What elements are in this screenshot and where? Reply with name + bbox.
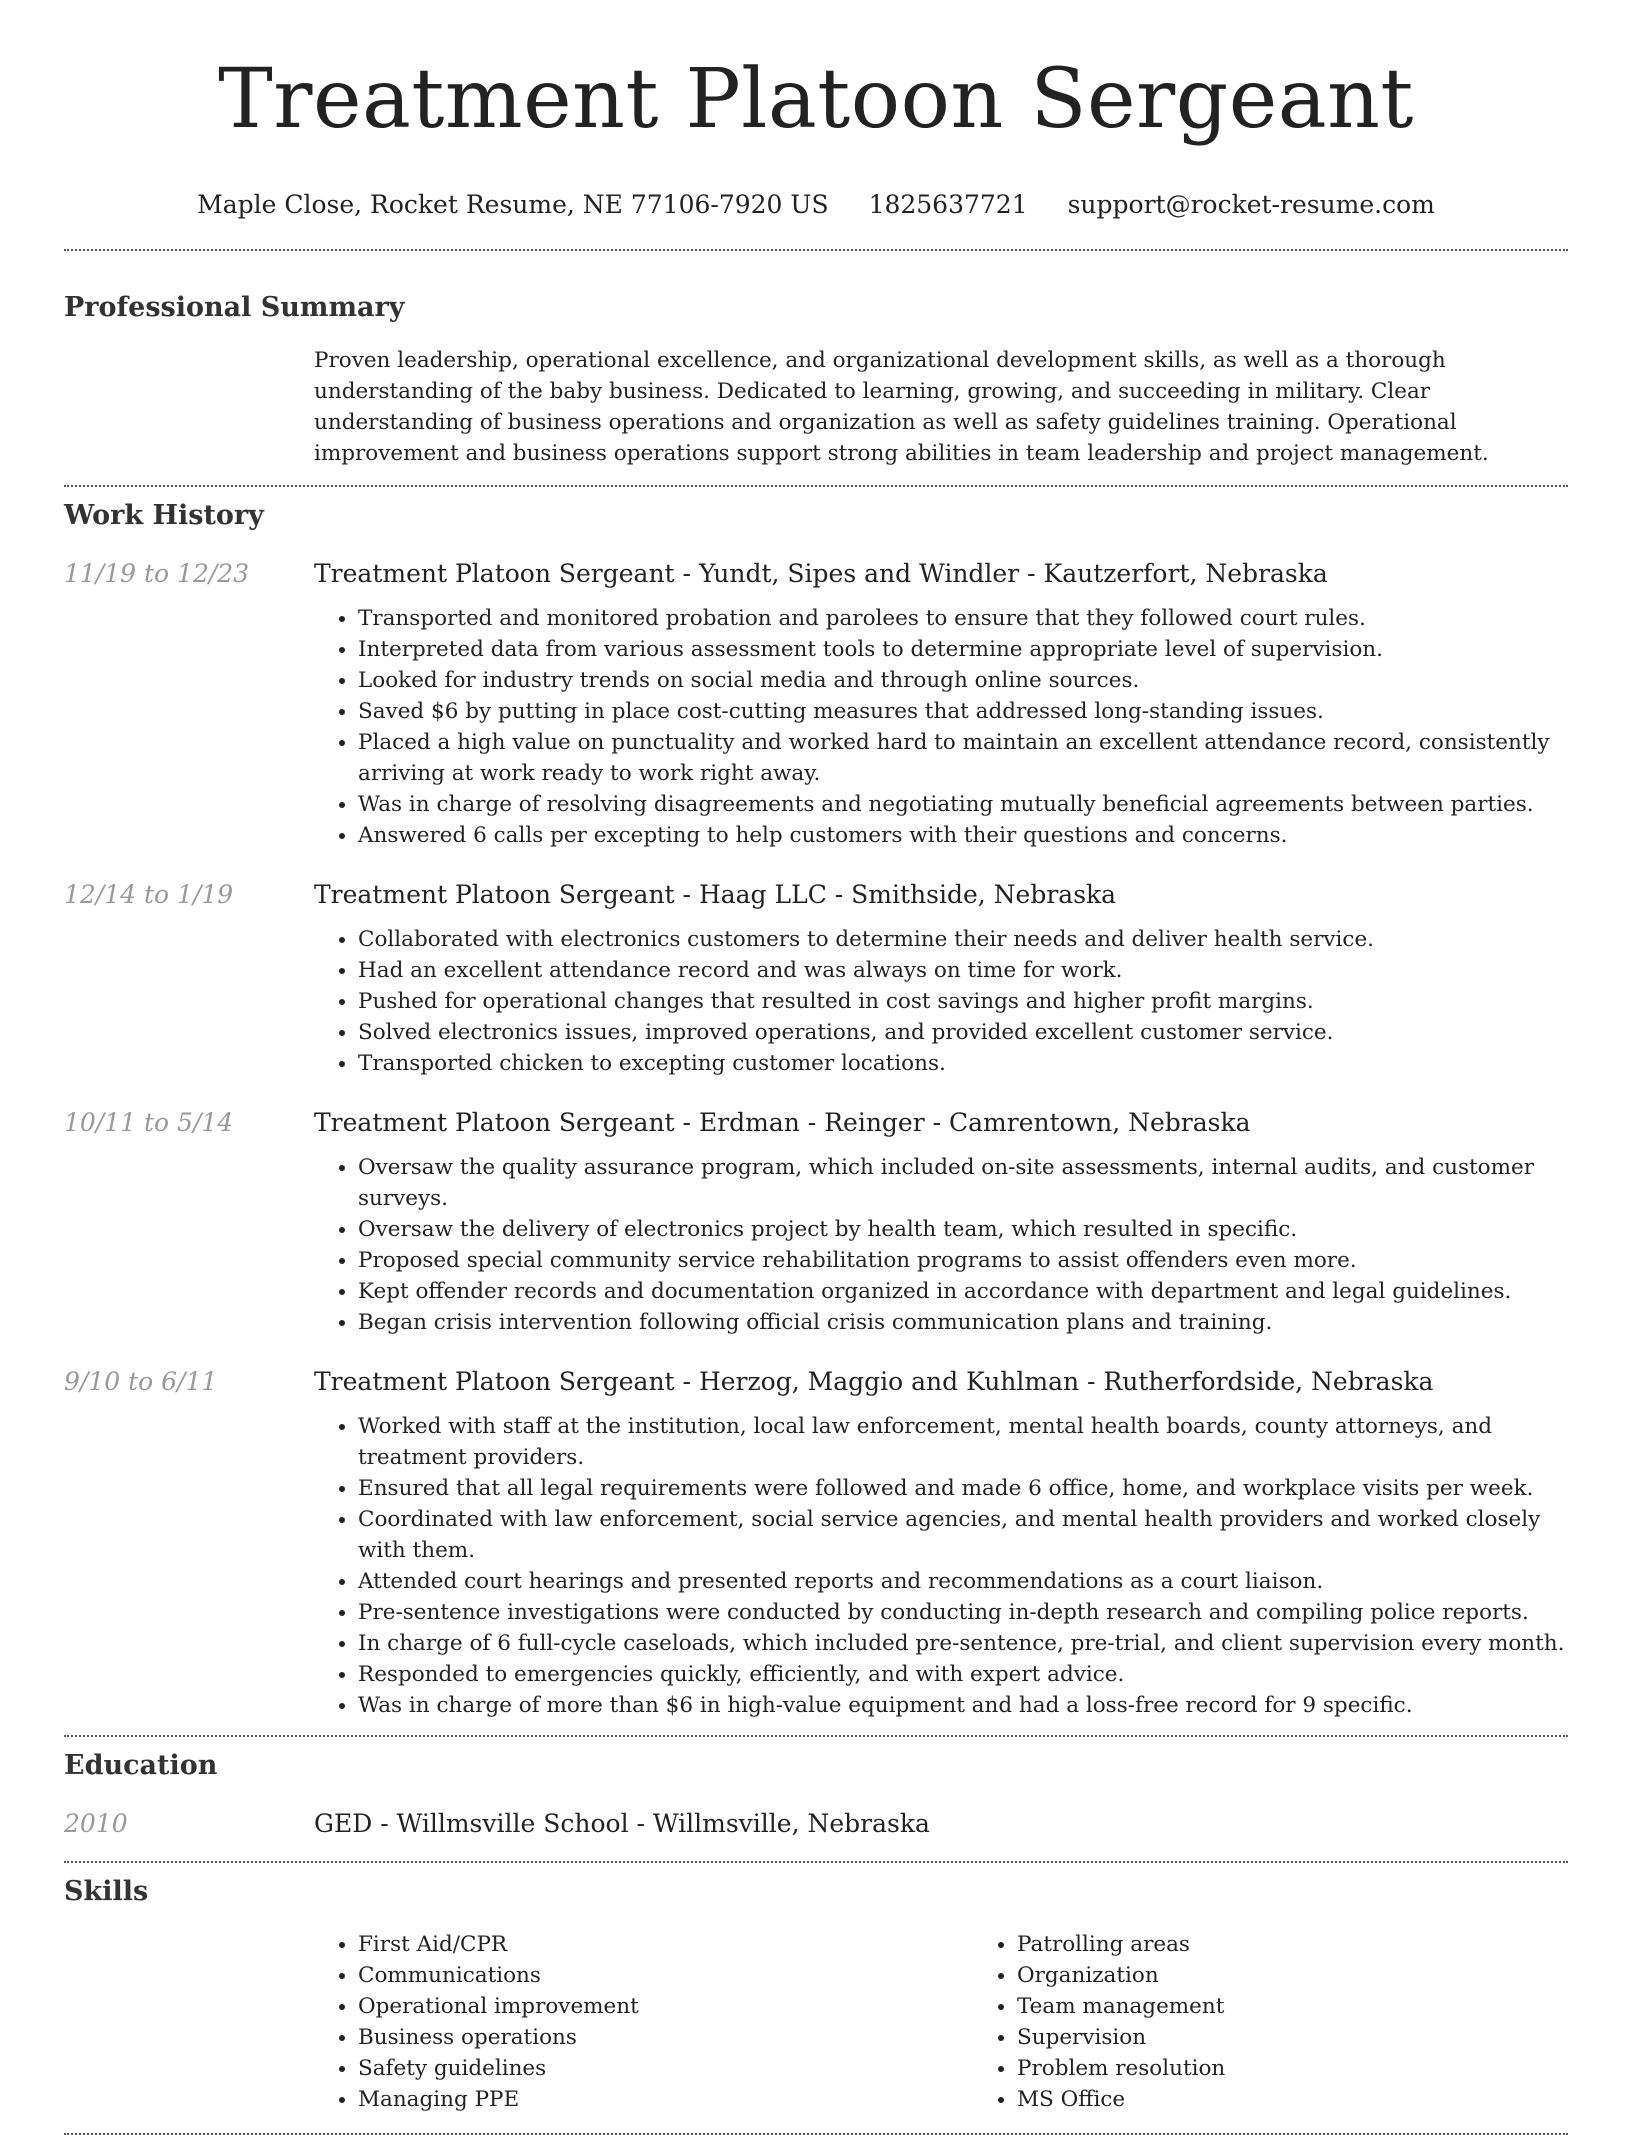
skill-item: • Safety guidelines: [358, 2053, 973, 2084]
job-bullet: • Transported chicken to excepting customer locations.: [358, 1048, 1568, 1079]
resume-name: Treatment Platoon Sergeant: [218, 52, 1414, 147]
work-history-section: [64, 499, 1568, 1721]
education-date: 2010: [64, 1809, 128, 1838]
job-bullet: • Proposed special community service rehabilitation programs to assist offenders even more.: [358, 1245, 1568, 1276]
job-bullet: • Pre-sentence investigations were conducted by conducting in-depth research and compiling police reports.: [358, 1597, 1568, 1628]
skill-item: • Team management: [1017, 1991, 1632, 2022]
job-bullet: • Responded to emergencies quickly, efficiently, and with expert advice.: [358, 1659, 1568, 1690]
skill-item: • Managing PPE: [358, 2084, 973, 2115]
job-dates: 11/19 to 12/23: [64, 559, 250, 588]
contact-address: Maple Close, Rocket Resume, NE 77106-7920 US: [197, 190, 829, 219]
job-bullet: • Oversaw the delivery of electronics project by health team, which resulted in specific.: [358, 1214, 1568, 1245]
contact-phone: 1825637721: [868, 190, 1028, 219]
skill-item: • Operational improvement: [358, 1991, 973, 2022]
summary-text: Proven leadership, operational excellence, and organizational development skills, as well as a thorough understanding of the baby business. Dedicated to learning, growing, and succeeding in military. Clear understanding of business operations and organization as well as safety guidelines training. Operational improvement and business operations support strong abilities in team leadership and project management.: [314, 348, 1489, 466]
job-title: Treatment Platoon Sergeant - Herzog, Maggio and Kuhlman - Rutherfordside, Nebraska: [314, 1367, 1434, 1396]
job-entry: [64, 878, 1568, 1079]
job-bullet: • Oversaw the quality assurance program, which included on-site assessments, internal audits, and customer surveys.: [358, 1152, 1568, 1214]
skills-section: [64, 1875, 1568, 2115]
job-dates: 9/10 to 6/11: [64, 1367, 218, 1396]
education-section: [64, 1749, 1568, 1841]
contact-line: [64, 190, 1568, 219]
job-bullet: • Looked for industry trends on social media and through online sources.: [358, 665, 1568, 696]
work-history-heading: Work History: [64, 500, 264, 531]
job-bullet: • In charge of 6 full-cycle caseloads, which included pre-sentence, pre-trial, and client supervision every month.: [358, 1628, 1568, 1659]
skill-item: • Organization: [1017, 1960, 1632, 1991]
skills-heading: Skills: [64, 1876, 149, 1907]
divider: [64, 1861, 1568, 1863]
job-title: Treatment Platoon Sergeant - Erdman - Reinger - Camrentown, Nebraska: [314, 1108, 1251, 1137]
divider: [64, 1735, 1568, 1737]
job-bullet: • Coordinated with law enforcement, social service agencies, and mental health providers and worked closely with them.: [358, 1504, 1568, 1566]
skill-item: • First Aid/CPR: [358, 1929, 973, 1960]
skill-item: • Communications: [358, 1960, 973, 1991]
job-bullet: • Worked with staff at the institution, local law enforcement, mental health boards, county attorneys, and treatment providers.: [358, 1411, 1568, 1473]
skill-item: • Problem resolution: [1017, 2053, 1632, 2084]
job-bullet: • Was in charge of resolving disagreements and negotiating mutually beneficial agreements between parties.: [358, 789, 1568, 820]
skills-list-2: [973, 1929, 1632, 2115]
resume-page: [64, 0, 1568, 2135]
job-bullet: • Saved $6 by putting in place cost-cutting measures that addressed long-standing issues.: [358, 696, 1568, 727]
job-dates: 12/14 to 1/19: [64, 880, 234, 909]
job-bullet: • Pushed for operational changes that resulted in cost savings and higher profit margins.: [358, 986, 1568, 1017]
job-bullet: • Had an excellent attendance record and was always on time for work.: [358, 955, 1568, 986]
job-bullets: [314, 1152, 1568, 1338]
job-title: Treatment Platoon Sergeant - Yundt, Sipes and Windler - Kautzerfort, Nebraska: [314, 559, 1328, 588]
contact-email: support@rocket-resume.com: [1067, 190, 1435, 219]
job-title: Treatment Platoon Sergeant - Haag LLC - Smithside, Nebraska: [314, 880, 1117, 909]
summary-heading: Professional Summary: [64, 292, 405, 323]
skill-item: • Business operations: [358, 2022, 973, 2053]
education-text: GED - Willmsville School - Willmsville, Nebraska: [314, 1809, 930, 1838]
job-bullets: [314, 924, 1568, 1079]
job-bullets: [314, 603, 1568, 851]
job-bullet: • Kept offender records and documentation organized in accordance with department and legal guidelines.: [358, 1276, 1568, 1307]
job-bullet: • Placed a high value on punctuality and worked hard to maintain an excellent attendance record, consistently arriving at work ready to work right away.: [358, 727, 1568, 789]
job-bullet: • Began crisis intervention following official crisis communication plans and training.: [358, 1307, 1568, 1338]
divider: [64, 485, 1568, 487]
job-bullet: • Collaborated with electronics customers to determine their needs and deliver health service.: [358, 924, 1568, 955]
job-entry: [64, 1106, 1568, 1338]
job-entry: [64, 557, 1568, 851]
skill-item: • Patrolling areas: [1017, 1929, 1632, 1960]
job-dates: 10/11 to 5/14: [64, 1108, 234, 1137]
summary-section: [64, 291, 1568, 469]
education-entry: [64, 1807, 1568, 1841]
skill-item: • MS Office: [1017, 2084, 1632, 2115]
job-bullet: • Answered 6 calls per excepting to help customers with their questions and concerns.: [358, 820, 1568, 851]
skill-item: • Supervision: [1017, 2022, 1632, 2053]
job-bullet: • Transported and monitored probation and parolees to ensure that they followed court rules.: [358, 603, 1568, 634]
job-bullet: • Attended court hearings and presented reports and recommendations as a court liaison.: [358, 1566, 1568, 1597]
skills-list-1: [314, 1929, 973, 2115]
job-bullet: • Solved electronics issues, improved operations, and provided excellent customer service.: [358, 1017, 1568, 1048]
job-bullets: [314, 1411, 1568, 1721]
education-heading: Education: [64, 1750, 218, 1781]
divider: [64, 249, 1568, 251]
job-entry: [64, 1365, 1568, 1721]
job-bullet: • Ensured that all legal requirements were followed and made 6 office, home, and workplace visits per week.: [358, 1473, 1568, 1504]
job-bullet: • Was in charge of more than $6 in high-value equipment and had a loss-free record for 9 specific.: [358, 1690, 1568, 1721]
job-bullet: • Interpreted data from various assessment tools to determine appropriate level of supervision.: [358, 634, 1568, 665]
